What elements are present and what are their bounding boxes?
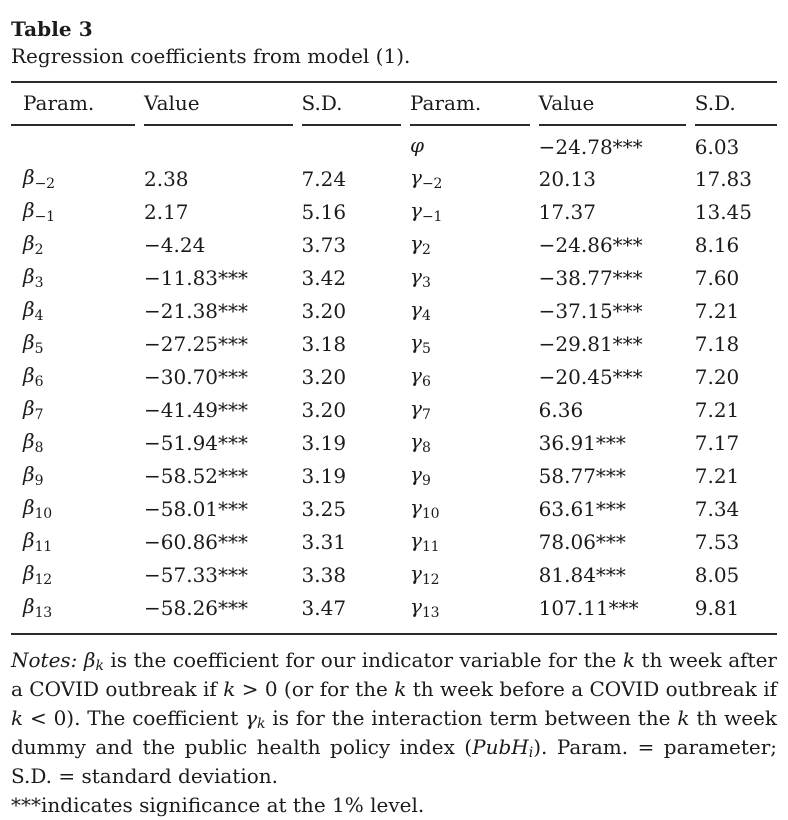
param-subscript: 9 [421, 473, 431, 489]
param-subscript: 6 [421, 374, 431, 390]
notes-segment: th week before a COVID outbreak if [406, 677, 777, 701]
param-subscript: 11 [34, 539, 52, 555]
sd-cell: 7.21 [694, 298, 740, 323]
param-cell [410, 591, 530, 624]
sd-cell: 3.73 [301, 232, 347, 257]
param-subscript: 13 [421, 605, 440, 621]
param-base: γ [410, 396, 422, 420]
table-row [11, 360, 777, 393]
param-base: β [23, 297, 35, 321]
param-cell [11, 360, 135, 393]
param-base: β [23, 528, 35, 552]
sd-cell: 7.21 [694, 397, 740, 422]
table-row [11, 426, 777, 459]
table-row [11, 591, 777, 624]
col-header-value-left: Value [144, 83, 293, 126]
notes-segment: th week after a COVID outbreak if [11, 648, 777, 701]
value-cell: −58.01*** [144, 496, 249, 521]
sd-cell: 3.25 [301, 496, 347, 521]
col-header-param-right: Param. [410, 83, 530, 126]
param-cell [11, 162, 135, 195]
param-base: γ [410, 561, 422, 585]
sd-cell: 5.16 [301, 199, 347, 224]
value-cell: 2.17 [144, 199, 189, 224]
param-cell [11, 558, 135, 591]
param-cell [410, 360, 530, 393]
value-cell: −41.49*** [144, 397, 249, 422]
notes-segment: k [677, 706, 690, 730]
notes-segment: < 0). The coefficient [23, 706, 246, 730]
param-base: β [23, 396, 35, 420]
notes-segment: β [83, 648, 96, 672]
sd-cell [302, 126, 401, 162]
sd-cell: 3.20 [301, 397, 347, 422]
param-subscript: 7 [421, 407, 431, 423]
sd-cell: 3.38 [301, 562, 347, 587]
param-cell [410, 426, 530, 459]
param-subscript: 11 [421, 539, 440, 555]
param-base: γ [410, 495, 422, 519]
param-base: γ [410, 297, 422, 321]
param-cell [410, 327, 530, 360]
param-cell [11, 261, 135, 294]
col-header-sd-left: S.D. [302, 83, 401, 126]
value-cell: −24.86*** [538, 232, 643, 257]
sd-cell: 3.20 [301, 298, 347, 323]
table-row [11, 162, 777, 195]
notes-segment: k [394, 677, 407, 701]
param-base: β [23, 165, 35, 189]
notes-segment: γ [245, 706, 258, 730]
notes-segment: PubH [472, 735, 529, 759]
param-base: β [23, 561, 35, 585]
param-cell [410, 228, 530, 261]
notes-segment: th week dummy and the public health policy index ( [11, 706, 777, 759]
value-cell: −37.15*** [538, 298, 643, 323]
param-subscript: 4 [34, 308, 44, 324]
param-subscript: 10 [34, 506, 52, 522]
table-row [11, 261, 777, 294]
notes-segment: ). Param. = parameter; S.D. = standard deviation. [11, 735, 777, 788]
param-subscript: −2 [34, 176, 55, 192]
notes-segment: k [257, 716, 266, 732]
table-row [11, 393, 777, 426]
sd-cell: 17.83 [694, 166, 753, 191]
param-base: β [23, 231, 35, 255]
param-cell [11, 228, 135, 261]
sd-cell: 8.16 [694, 232, 740, 257]
sd-cell: 9.81 [694, 595, 740, 620]
value-cell: 107.11*** [538, 595, 639, 620]
table-header-row [11, 83, 777, 126]
value-cell: 81.84*** [538, 562, 626, 587]
param-cell [410, 459, 530, 492]
value-cell: −30.70*** [144, 364, 249, 389]
notes-segment: is for the interaction term between the [265, 706, 678, 730]
param-base: γ [410, 429, 422, 453]
param-subscript: 7 [34, 407, 44, 423]
notes-segment: k [95, 658, 104, 674]
param-subscript: 12 [34, 572, 52, 588]
table-row [11, 525, 777, 558]
param-base: β [23, 198, 35, 222]
value-cell: −21.38*** [144, 298, 249, 323]
table-row [11, 492, 777, 525]
param-cell [11, 459, 135, 492]
value-cell: −58.26*** [144, 595, 249, 620]
param-subscript: 8 [421, 440, 431, 456]
param-subscript: 8 [34, 440, 44, 456]
sd-cell: 7.18 [694, 331, 740, 356]
param-base: β [23, 462, 35, 486]
sd-cell: 3.20 [301, 364, 347, 389]
value-cell: 78.06*** [538, 529, 626, 554]
param-base: γ [410, 264, 422, 288]
table-row [11, 294, 777, 327]
param-subscript: −1 [421, 209, 443, 225]
param-base: γ [410, 330, 422, 354]
param-base: γ [410, 528, 422, 552]
table-row [11, 558, 777, 591]
param-subscript: 4 [421, 308, 431, 324]
table-caption: Regression coefficients from model (1). [11, 44, 411, 68]
param-base: β [23, 495, 35, 519]
col-header-value-right: Value [539, 83, 686, 126]
col-header-sd-right: S.D. [695, 83, 777, 126]
param-subscript: 5 [421, 341, 431, 357]
value-cell: 63.61*** [538, 496, 626, 521]
significance-note: ***indicates significance at the 1% level. [11, 793, 425, 817]
param-subscript: 9 [34, 473, 44, 489]
param-cell [11, 294, 135, 327]
value-cell: 2.38 [144, 166, 189, 191]
value-cell: 20.13 [538, 166, 596, 191]
param-base: γ [410, 462, 422, 486]
param-cell [410, 126, 530, 162]
value-cell: −51.94*** [144, 430, 249, 455]
param-cell [11, 426, 135, 459]
value-cell: 58.77*** [538, 463, 626, 488]
param-base: β [23, 330, 35, 354]
table-row [11, 459, 777, 492]
param-subscript: 13 [34, 605, 52, 621]
value-cell: −57.33*** [144, 562, 249, 587]
value-cell: 36.91*** [538, 430, 626, 455]
param-subscript: 3 [34, 275, 44, 291]
sd-cell: 3.42 [301, 265, 347, 290]
param-cell [11, 126, 135, 162]
table-row [11, 228, 777, 261]
param-subscript: 5 [34, 341, 44, 357]
value-cell: −11.83*** [144, 265, 249, 290]
value-cell [144, 126, 293, 162]
param-base: γ [410, 231, 422, 255]
notes-segment: Notes: [11, 648, 84, 672]
value-cell: −24.78*** [538, 134, 643, 159]
value-cell: 6.36 [538, 397, 584, 422]
notes-text [11, 646, 777, 791]
value-cell: −38.77*** [538, 265, 643, 290]
table-row [11, 126, 777, 162]
param-cell [410, 294, 530, 327]
sd-cell: 7.53 [694, 529, 740, 554]
param-base: β [23, 429, 35, 453]
param-subscript: 12 [421, 572, 440, 588]
param-base: φ [410, 133, 425, 157]
notes-segment: i [528, 745, 534, 761]
param-subscript: 2 [421, 242, 431, 258]
value-cell: −4.24 [144, 232, 206, 257]
sd-cell: 13.45 [694, 199, 753, 224]
table-body [11, 126, 777, 624]
notes-segment: k [11, 706, 24, 730]
sd-cell: 3.19 [301, 430, 347, 455]
sd-cell: 3.31 [301, 529, 347, 554]
table-bottom-rule [11, 633, 777, 635]
notes-segment: k [223, 677, 236, 701]
param-base: γ [410, 363, 422, 387]
param-base: γ [410, 165, 422, 189]
param-subscript: −1 [34, 209, 55, 225]
param-subscript: 6 [34, 374, 44, 390]
sd-cell: 7.20 [694, 364, 740, 389]
param-base: γ [410, 198, 422, 222]
sd-cell: 8.05 [694, 562, 740, 587]
col-header-param-left: Param. [11, 83, 135, 126]
param-cell [410, 492, 530, 525]
param-cell [11, 525, 135, 558]
param-cell [410, 558, 530, 591]
value-cell: 17.37 [538, 199, 596, 224]
param-cell [11, 492, 135, 525]
param-base: β [23, 363, 35, 387]
value-cell: −29.81*** [538, 331, 643, 356]
notes-segment: is the coefficient for our indicator variable for the [103, 648, 623, 672]
param-subscript: 2 [34, 242, 44, 258]
sd-cell: 3.19 [301, 463, 347, 488]
value-cell: −60.86*** [144, 529, 249, 554]
param-cell [11, 393, 135, 426]
param-cell [410, 195, 530, 228]
param-base: β [23, 264, 35, 288]
param-cell [11, 195, 135, 228]
value-cell: −27.25*** [144, 331, 249, 356]
table-label: Table 3 [11, 17, 93, 41]
param-subscript: −2 [421, 176, 443, 192]
sd-cell: 7.24 [301, 166, 347, 191]
sd-cell: 7.17 [694, 430, 740, 455]
param-subscript: 3 [421, 275, 431, 291]
value-cell: −20.45*** [538, 364, 643, 389]
notes-segment: > 0 (or for the [235, 677, 395, 701]
sd-cell: 7.34 [694, 496, 740, 521]
sd-cell: 6.03 [694, 134, 740, 159]
param-cell [410, 162, 530, 195]
param-cell [11, 327, 135, 360]
sd-cell: 7.21 [694, 463, 740, 488]
table-row [11, 195, 777, 228]
param-subscript: 10 [421, 506, 440, 522]
param-base: γ [410, 594, 422, 618]
value-cell: −58.52*** [144, 463, 249, 488]
sd-cell: 3.47 [301, 595, 347, 620]
notes-segment: k [622, 648, 635, 672]
param-cell [11, 591, 135, 624]
sd-cell: 3.18 [301, 331, 347, 356]
param-base: β [23, 594, 35, 618]
param-cell [410, 261, 530, 294]
regression-table [2, 83, 786, 624]
sd-cell: 7.60 [694, 265, 740, 290]
param-cell [410, 393, 530, 426]
table-row [11, 327, 777, 360]
param-cell [410, 525, 530, 558]
